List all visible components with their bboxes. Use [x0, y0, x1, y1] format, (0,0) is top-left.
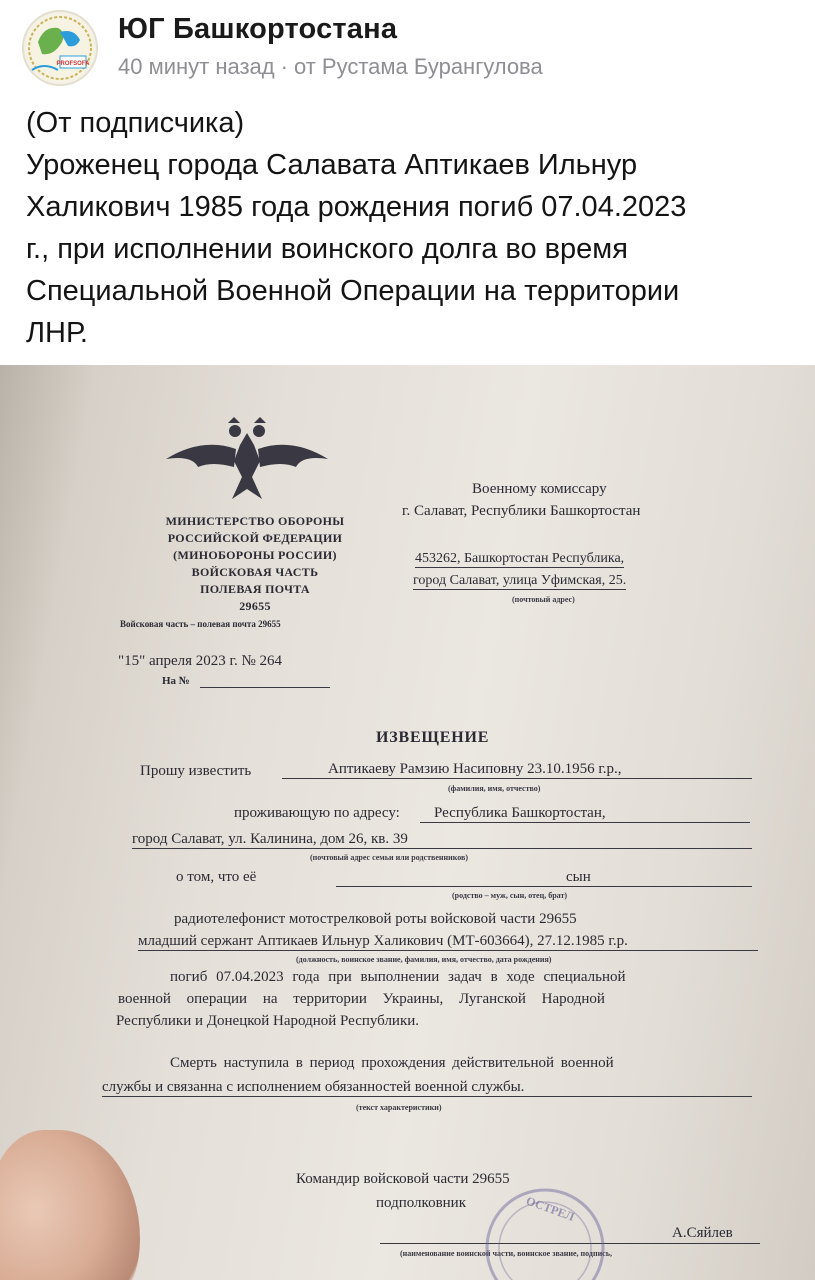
meta-separator: ·: [280, 54, 288, 79]
commander-rank: подполковник: [376, 1195, 466, 1211]
issuer-line: ВОЙСКОВАЯ ЧАСТЬ: [191, 565, 319, 579]
post-photo[interactable]: [0, 365, 815, 1280]
recipient-line: Военному комиссару: [472, 481, 607, 497]
address-caption: (почтовый адрес): [512, 595, 575, 604]
reference-label: На №: [162, 675, 190, 687]
reference-blank: [200, 687, 330, 688]
notice-body-line: погиб 07.04.2023 года при выполнении задач в ходе специальной: [170, 969, 626, 985]
notice-body-line: младший сержант Аптикаев Ильнур Халикович (МТ-603664), 27.12.1985 г.р.: [138, 933, 758, 951]
issuer-line: РОССИЙСКОЙ ФЕДЕРАЦИИ: [167, 531, 343, 545]
double-headed-eagle-icon: [162, 415, 332, 505]
post-header: [0, 0, 815, 90]
channel-name[interactable]: ЮГ Башкортостана: [118, 13, 398, 45]
post-text-line: Специальной Военной Операции на территории: [26, 275, 680, 307]
recipient-line: г. Салават, Республики Башкортостан: [402, 503, 641, 519]
notice-body-line: службы и связанна с исполнением обязанностей военной службы.: [102, 1079, 752, 1097]
post-text-line: ЛНР.: [26, 317, 88, 349]
post-meta: [118, 54, 543, 80]
recipient-address-line: 453262, Башкортостан Республика,: [415, 551, 625, 566]
notice-body-line: Смерть наступила в период прохождения действительной военной: [170, 1055, 614, 1071]
issuer-line: МИНИСТЕРСТВО ОБОРОНЫ: [165, 514, 345, 528]
family-address-caption: (почтовый адрес семьи или родственников): [310, 853, 469, 862]
svg-text:ОСТРЕЛ: ОСТРЕЛ: [524, 1193, 577, 1224]
post-time: 40 минут назад: [118, 54, 275, 79]
issuer-block: [140, 513, 370, 615]
channel-avatar[interactable]: [22, 10, 98, 86]
notify-label: Прошу известить: [140, 763, 252, 779]
post-text: [26, 102, 796, 354]
relation-label: о том, что её: [176, 869, 257, 885]
document-title: ИЗВЕЩЕНИЕ: [376, 729, 490, 746]
document-date-number: "15" апреля 2023 г. № 264: [118, 653, 283, 669]
notice-body-line: радиотелефонист мотострелковой роты войсковой части 29655: [174, 911, 577, 927]
notify-recipient-name: Аптикаеву Рамзию Насиповну 23.10.1956 г.р.,: [282, 761, 752, 779]
notice-document: [20, 365, 815, 1280]
issuer-line: (МИНОБОРОНЫ РОССИИ): [173, 548, 337, 562]
post-text-line: Уроженец города Салавата Аптикаев Ильнур: [26, 149, 638, 181]
channel-logo-icon: [24, 12, 96, 84]
issuer-line: 29655: [239, 599, 271, 613]
recipient-address-line: город Салават, улица Уфимская, 25.: [413, 573, 627, 588]
relation-value: сын: [336, 869, 752, 887]
post-text-line: Халикович 1985 года рождения погиб 07.04.2023: [26, 191, 687, 223]
notice-body-line: военной операции на территории Украины, Луганской Народной: [118, 991, 605, 1007]
family-address-line: Республика Башкортостан,: [420, 805, 750, 823]
post-text-line: г., при исполнении воинского долга во время: [26, 233, 628, 265]
post-author[interactable]: от Рустама Бурангулова: [293, 54, 543, 79]
signature-caption: (наименование воинской части, воинское звание, подпись,: [400, 1249, 612, 1258]
rank-caption: (должность, воинское звание, фамилия, имя, отчество, дата рождения): [296, 955, 552, 964]
address-label: проживающую по адресу:: [234, 805, 400, 821]
relation-caption: (родство – муж, сын, отец, брат): [452, 891, 568, 900]
name-caption: (фамилия, имя, отчество): [448, 784, 541, 793]
family-address-line: город Салават, ул. Калинина, дом 26, кв. 39: [132, 831, 752, 849]
commander-title: Командир войсковой части 29655: [296, 1171, 510, 1187]
characteristic-caption: (текст характеристики): [356, 1103, 442, 1112]
post-text-line: (От подписчика): [26, 107, 245, 139]
commander-signature-name: А.Сяйлев: [672, 1225, 733, 1241]
notice-body-line: Республики и Донецкой Народной Республики.: [116, 1013, 420, 1029]
issuer-footer: Войсковая часть – полевая почта 29655: [120, 619, 281, 629]
official-stamp-icon: [480, 1183, 610, 1280]
svg-text:PROFSOFA: PROFSOFA: [56, 61, 90, 67]
issuer-line: ПОЛЕВАЯ ПОЧТА: [200, 582, 310, 596]
